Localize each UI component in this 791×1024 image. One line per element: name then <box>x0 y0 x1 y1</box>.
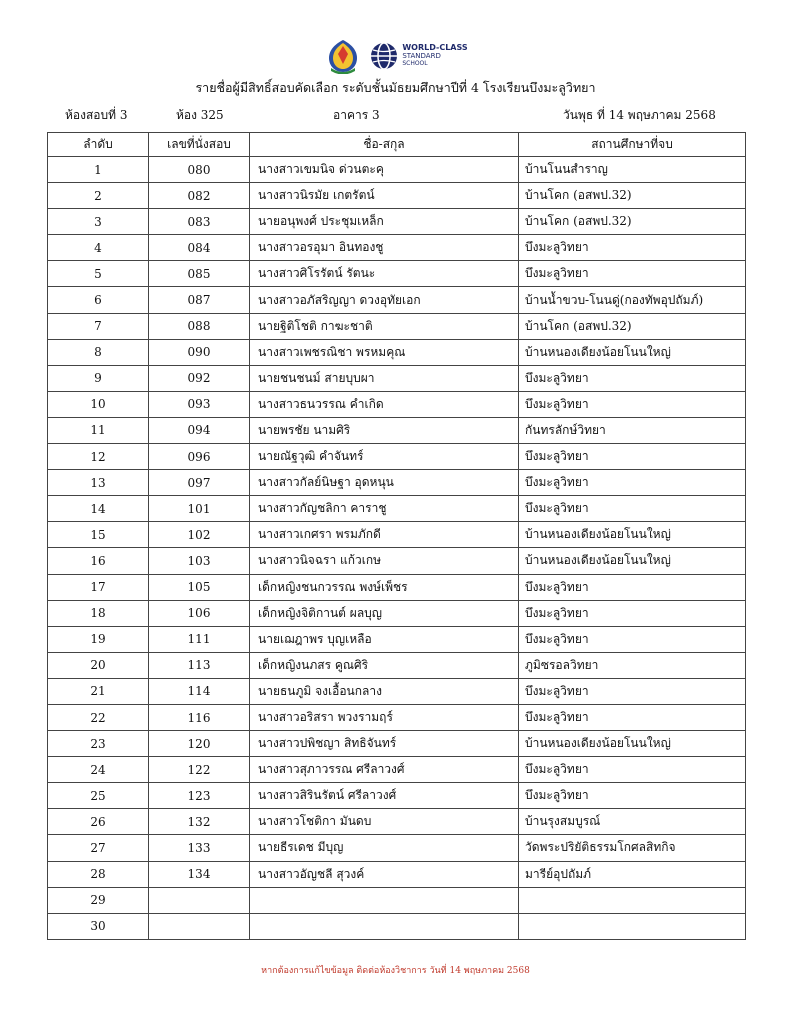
table-row <box>48 391 746 417</box>
row-full-name: นายพรชัย นามศิริ <box>250 417 519 443</box>
row-full-name: นางสาวนิรมัย เกตรัตน์ <box>250 183 519 209</box>
row-full-name: เด็กหญิงชนกวรรณ พงษ์เพ็ชร <box>250 574 519 600</box>
row-seat-number: 092 <box>149 365 250 391</box>
row-full-name <box>250 887 519 913</box>
row-full-name: นางสาวเขมนิจ ด่วนตะคุ <box>250 157 519 183</box>
row-seat-number: 082 <box>149 183 250 209</box>
logo-text-line-1: WORLD-CLASS <box>402 43 468 52</box>
row-order: 2 <box>48 183 149 209</box>
row-order: 11 <box>48 417 149 443</box>
row-order: 20 <box>48 652 149 678</box>
table-row <box>48 444 746 470</box>
row-order: 24 <box>48 757 149 783</box>
table-row <box>48 522 746 548</box>
row-order: 22 <box>48 704 149 730</box>
row-seat-number: 087 <box>149 287 250 313</box>
row-order: 4 <box>48 235 149 261</box>
row-seat-number: 134 <box>149 861 250 887</box>
row-full-name: นางสาวสุภาวรรณ ศรีลาวงศ์ <box>250 757 519 783</box>
table-row <box>48 704 746 730</box>
table-row <box>48 470 746 496</box>
row-seat-number: 096 <box>149 444 250 470</box>
table-row <box>48 417 746 443</box>
row-order: 3 <box>48 209 149 235</box>
exam-date-label: วันพุธ ที่ 14 พฤษภาคม 2568 <box>563 108 716 122</box>
row-seat-number: 120 <box>149 731 250 757</box>
table-row <box>48 183 746 209</box>
table-row <box>48 809 746 835</box>
world-class-logo-text <box>402 44 467 68</box>
header-logos <box>0 38 791 74</box>
table-row <box>48 731 746 757</box>
header-full-name: ชื่อ-สกุล <box>250 133 519 157</box>
row-order: 13 <box>48 470 149 496</box>
row-order: 26 <box>48 809 149 835</box>
row-previous-school <box>519 887 746 913</box>
row-previous-school <box>519 913 746 939</box>
row-order: 16 <box>48 548 149 574</box>
table-row <box>48 365 746 391</box>
row-full-name: นางสาวปพิชญา สิทธิจันทร์ <box>250 731 519 757</box>
row-previous-school: บ้านหนองเดียงน้อยโนนใหญ่ <box>519 731 746 757</box>
table-row <box>48 209 746 235</box>
row-full-name: นายฐิติโชติ กาฆะชาติ <box>250 313 519 339</box>
row-seat-number: 097 <box>149 470 250 496</box>
row-full-name: นายชนชนม์ สายบุบผา <box>250 365 519 391</box>
world-class-globe-icon <box>369 41 399 71</box>
row-previous-school: บ้านหนองเดียงน้อยโนนใหญ่ <box>519 339 746 365</box>
row-seat-number: 116 <box>149 704 250 730</box>
row-seat-number: 105 <box>149 574 250 600</box>
candidate-table <box>47 132 746 940</box>
row-order: 18 <box>48 600 149 626</box>
table-row <box>48 783 746 809</box>
row-order: 12 <box>48 444 149 470</box>
row-order: 5 <box>48 261 149 287</box>
table-row <box>48 757 746 783</box>
logo-text-line-3: SCHOOL <box>402 60 428 67</box>
row-full-name: นางสาวนิจฉรา แก้วเกษ <box>250 548 519 574</box>
row-previous-school: บึงมะลูวิทยา <box>519 757 746 783</box>
row-seat-number: 088 <box>149 313 250 339</box>
row-full-name: นางสาวอรอุมา อินทองชู <box>250 235 519 261</box>
row-order: 1 <box>48 157 149 183</box>
row-order: 10 <box>48 391 149 417</box>
logo-text-line-2: STANDARD <box>402 52 441 60</box>
row-seat-number: 090 <box>149 339 250 365</box>
table-row <box>48 287 746 313</box>
row-seat-number: 101 <box>149 496 250 522</box>
row-previous-school: บึงมะลูวิทยา <box>519 678 746 704</box>
row-seat-number: 083 <box>149 209 250 235</box>
table-row <box>48 652 746 678</box>
table-row <box>48 313 746 339</box>
row-previous-school: บึงมะลูวิทยา <box>519 600 746 626</box>
row-order: 19 <box>48 626 149 652</box>
row-previous-school: บึงมะลูวิทยา <box>519 783 746 809</box>
row-order: 8 <box>48 339 149 365</box>
row-seat-number: 114 <box>149 678 250 704</box>
row-full-name: นายธีรเดช มีบุญ <box>250 835 519 861</box>
row-seat-number: 133 <box>149 835 250 861</box>
row-previous-school: กันทรลักษ์วิทยา <box>519 417 746 443</box>
row-full-name: นางสาวศิโรรัตน์ รัตนะ <box>250 261 519 287</box>
row-seat-number: 132 <box>149 809 250 835</box>
row-order: 29 <box>48 887 149 913</box>
exam-room-label: ห้องสอบที่ 3 <box>65 108 128 122</box>
row-previous-school: บึงมะลูวิทยา <box>519 496 746 522</box>
table-header-row <box>48 133 746 157</box>
row-full-name: นางสาวอริสรา พวงรามฤร์ <box>250 704 519 730</box>
row-full-name: นายอนุพงศ์ ประชุมเหล็ก <box>250 209 519 235</box>
row-seat-number: 093 <box>149 391 250 417</box>
row-seat-number: 085 <box>149 261 250 287</box>
table-body <box>48 157 746 940</box>
row-previous-school: บ้านโคก (อสพป.32) <box>519 183 746 209</box>
table-row <box>48 887 746 913</box>
row-previous-school: บึงมะลูวิทยา <box>519 261 746 287</box>
row-order: 25 <box>48 783 149 809</box>
row-previous-school: บึงมะลูวิทยา <box>519 574 746 600</box>
row-full-name: เด็กหญิงจิติกานต์ ผลบุญ <box>250 600 519 626</box>
row-order: 23 <box>48 731 149 757</box>
row-full-name: นางสาวเกศรา พรมภักดี <box>250 522 519 548</box>
row-full-name: นางสาวอภัสริญญา ดวงอุทัยเอก <box>250 287 519 313</box>
row-previous-school: บึงมะลูวิทยา <box>519 391 746 417</box>
row-order: 30 <box>48 913 149 939</box>
header-previous-school: สถานศึกษาที่จบ <box>519 133 746 157</box>
row-full-name: นายธนภูมิ จงเอื้อนกลาง <box>250 678 519 704</box>
header-order: ลำดับ <box>48 133 149 157</box>
header-seat-number: เลขที่นั่งสอบ <box>149 133 250 157</box>
row-order: 17 <box>48 574 149 600</box>
row-order: 6 <box>48 287 149 313</box>
page-title: รายชื่อผู้มีสิทธิ์สอบคัดเลือก ระดับชั้นมัธยมศึกษาปีที่ 4 โรงเรียนบึงมะลูวิทยา <box>195 80 596 95</box>
row-seat-number: 111 <box>149 626 250 652</box>
row-full-name: เด็กหญิงนภสร คูณศิริ <box>250 652 519 678</box>
row-seat-number: 103 <box>149 548 250 574</box>
row-full-name: นางสาวกัลย์นิษฐา อุดหนุน <box>250 470 519 496</box>
table-row <box>48 626 746 652</box>
row-previous-school: บ้านโคก (อสพป.32) <box>519 313 746 339</box>
row-seat-number: 094 <box>149 417 250 443</box>
row-full-name: นางสาวเพชรณิชา พรหมคุณ <box>250 339 519 365</box>
table-row <box>48 235 746 261</box>
row-order: 28 <box>48 861 149 887</box>
school-seal-icon <box>323 38 363 74</box>
world-class-logo <box>369 39 467 73</box>
row-order: 15 <box>48 522 149 548</box>
exam-info-row <box>48 106 748 124</box>
table-row <box>48 574 746 600</box>
table-row <box>48 600 746 626</box>
row-full-name: นางสาวสิรินรัตน์ ศรีลาวงศ์ <box>250 783 519 809</box>
row-full-name: นายณัฐวุฒิ คำจันทร์ <box>250 444 519 470</box>
row-seat-number: 123 <box>149 783 250 809</box>
row-previous-school: บ้านโนนสำราญ <box>519 157 746 183</box>
row-seat-number: 106 <box>149 600 250 626</box>
row-seat-number: 122 <box>149 757 250 783</box>
table-row <box>48 913 746 939</box>
row-order: 27 <box>48 835 149 861</box>
table-row <box>48 861 746 887</box>
building-label: อาคาร 3 <box>333 108 380 122</box>
row-previous-school: มารีย์อุปถัมภ์ <box>519 861 746 887</box>
row-previous-school: บึงมะลูวิทยา <box>519 704 746 730</box>
row-seat-number <box>149 887 250 913</box>
row-seat-number: 084 <box>149 235 250 261</box>
room-label: ห้อง 325 <box>176 108 224 122</box>
row-previous-school: บึงมะลูวิทยา <box>519 444 746 470</box>
footer-note: หากต้องการแก้ไขข้อมูล ติดต่อห้องวิชาการ วันที่ 14 พฤษภาคม 2568 <box>261 966 530 976</box>
row-previous-school: บ้านโคก (อสพป.32) <box>519 209 746 235</box>
table-row <box>48 261 746 287</box>
table-row <box>48 678 746 704</box>
row-full-name: นางสาวกัญชลิกา คาราชู <box>250 496 519 522</box>
row-order: 21 <box>48 678 149 704</box>
row-previous-school: บึงมะลูวิทยา <box>519 365 746 391</box>
row-previous-school: บึงมะลูวิทยา <box>519 235 746 261</box>
row-previous-school: บ้านรุงสมบูรณ์ <box>519 809 746 835</box>
row-full-name <box>250 913 519 939</box>
row-previous-school: บึงมะลูวิทยา <box>519 626 746 652</box>
table-row <box>48 835 746 861</box>
row-order: 14 <box>48 496 149 522</box>
row-seat-number: 102 <box>149 522 250 548</box>
row-previous-school: ภูมิซรอลวิทยา <box>519 652 746 678</box>
row-seat-number: 113 <box>149 652 250 678</box>
row-full-name: นายเฌฎาพร บุญเหลือ <box>250 626 519 652</box>
row-previous-school: วัดพระปริยัติธรรมโกศลสิทกิจ <box>519 835 746 861</box>
table-row <box>48 157 746 183</box>
row-previous-school: บ้านน้ำขวบ-โนนดู่(กองทัพอุปถัมภ์) <box>519 287 746 313</box>
row-seat-number: 080 <box>149 157 250 183</box>
row-full-name: นางสาวโชติกา มันดบ <box>250 809 519 835</box>
row-order: 7 <box>48 313 149 339</box>
row-previous-school: บึงมะลูวิทยา <box>519 470 746 496</box>
row-order: 9 <box>48 365 149 391</box>
table-row <box>48 548 746 574</box>
row-previous-school: บ้านหนองเดียงน้อยโนนใหญ่ <box>519 548 746 574</box>
row-seat-number <box>149 913 250 939</box>
row-previous-school: บ้านหนองเดียงน้อยโนนใหญ่ <box>519 522 746 548</box>
table-row <box>48 339 746 365</box>
row-full-name: นางสาวธนวรรณ คำเกิด <box>250 391 519 417</box>
table-row <box>48 496 746 522</box>
row-full-name: นางสาวอัญชลี สุวงค์ <box>250 861 519 887</box>
